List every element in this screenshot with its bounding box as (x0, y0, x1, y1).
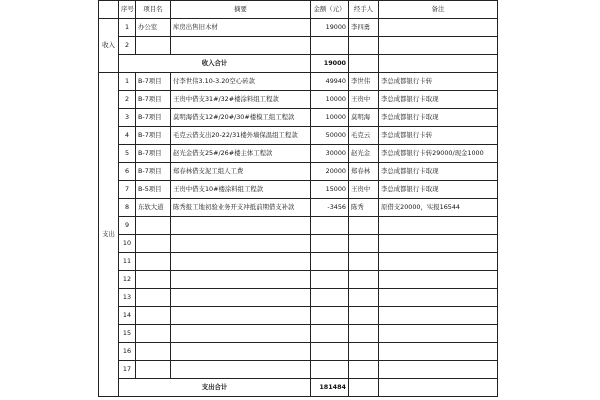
handler-cell (349, 325, 379, 343)
amount-cell (311, 235, 349, 253)
handler-cell: 李世伟 (349, 73, 379, 91)
amount-cell (311, 37, 349, 55)
expense-section-label: 支出 (99, 73, 119, 397)
handler-cell: 赵光金 (349, 145, 379, 163)
handler-cell (349, 307, 379, 325)
income-row (99, 19, 498, 37)
expense-row (99, 109, 498, 127)
amount-cell (311, 325, 349, 343)
remark-cell: 李总成都银行卡转 (379, 127, 498, 145)
project-cell: 东软大道 (136, 199, 171, 217)
summary-cell: 莫明海借支12#/20#/30#楼模工组工程款 (171, 109, 311, 127)
handler-cell: 郑春林 (349, 163, 379, 181)
remark-cell (379, 289, 498, 307)
summary-cell: 王贵中借支31#/32#楼涂料组工程款 (171, 91, 311, 109)
expense-total-amount: 181484 (311, 379, 349, 397)
empty-cell (379, 379, 498, 397)
summary-cell: 陈秀报工地初验业务开支冲抵前期借支补款 (171, 199, 311, 217)
header-project: 项目名 (136, 1, 171, 19)
row-number: 2 (119, 91, 136, 109)
remark-cell (379, 343, 498, 361)
handler-cell: 莫明海 (349, 109, 379, 127)
expense-row (99, 325, 498, 343)
handler-cell: 王贵中 (349, 181, 379, 199)
handler-cell: 王贵中 (349, 91, 379, 109)
remark-cell: 李总成都银行卡取现 (379, 109, 498, 127)
project-cell: B-5项目 (136, 181, 171, 199)
project-cell (136, 253, 171, 271)
handler-cell: 陈秀 (349, 199, 379, 217)
row-number: 4 (119, 127, 136, 145)
row-number: 10 (119, 235, 136, 253)
amount-cell: 19000 (311, 19, 349, 37)
summary-cell (171, 217, 311, 235)
project-cell (136, 343, 171, 361)
handler-cell (349, 361, 379, 379)
handler-cell: 李四勇 (349, 19, 379, 37)
income-row (99, 37, 498, 55)
remark-cell (379, 235, 498, 253)
header-summary: 摘要 (171, 1, 311, 19)
amount-cell (311, 343, 349, 361)
expense-total-label: 支出合计 (119, 379, 311, 397)
income-total-label: 收入合计 (119, 55, 311, 73)
project-cell (136, 235, 171, 253)
handler-cell: 毛克云 (349, 127, 379, 145)
ledger-table (98, 0, 498, 397)
handler-cell (349, 217, 379, 235)
expense-row (99, 307, 498, 325)
row-number: 3 (119, 109, 136, 127)
row-number: 7 (119, 181, 136, 199)
row-number: 5 (119, 145, 136, 163)
remark-cell (379, 325, 498, 343)
expense-row (99, 145, 498, 163)
handler-cell (349, 343, 379, 361)
amount-cell: 30000 (311, 145, 349, 163)
row-number: 9 (119, 217, 136, 235)
amount-cell (311, 217, 349, 235)
row-number: 13 (119, 289, 136, 307)
expense-row (99, 253, 498, 271)
expense-row (99, 271, 498, 289)
handler-cell (349, 235, 379, 253)
remark-cell (379, 19, 498, 37)
summary-cell (171, 361, 311, 379)
amount-cell (311, 361, 349, 379)
amount-cell: 10000 (311, 109, 349, 127)
handler-cell (349, 37, 379, 55)
summary-cell (171, 235, 311, 253)
empty-cell (379, 55, 498, 73)
project-cell: B-7项目 (136, 163, 171, 181)
income-total-amount: 19000 (311, 55, 349, 73)
handler-cell (349, 271, 379, 289)
handler-cell (349, 289, 379, 307)
header-section (99, 1, 119, 19)
row-number: 11 (119, 253, 136, 271)
project-cell (136, 307, 171, 325)
row-number: 15 (119, 325, 136, 343)
row-number: 6 (119, 163, 136, 181)
summary-cell: 库房出售旧木材 (171, 19, 311, 37)
amount-cell: 50000 (311, 127, 349, 145)
remark-cell: 李总成都银行卡转29000/现金1000 (379, 145, 498, 163)
amount-cell: 49940 (311, 73, 349, 91)
remark-cell (379, 271, 498, 289)
expense-row (99, 361, 498, 379)
remark-cell (379, 361, 498, 379)
amount-cell (311, 289, 349, 307)
expense-row (99, 163, 498, 181)
row-number: 14 (119, 307, 136, 325)
remark-cell: 李总成都银行卡取现 (379, 163, 498, 181)
summary-cell: 郑春林借支泥工组人工费 (171, 163, 311, 181)
expense-row (99, 289, 498, 307)
row-number: 1 (119, 19, 136, 37)
row-number: 1 (119, 73, 136, 91)
header-row (99, 1, 498, 19)
summary-cell: 王贵中借支10#楼涂料组工程款 (171, 181, 311, 199)
project-cell (136, 37, 171, 55)
project-cell (136, 361, 171, 379)
remark-cell (379, 37, 498, 55)
project-cell (136, 325, 171, 343)
header-amount: 金额（元） (311, 1, 349, 19)
empty-cell (349, 55, 379, 73)
header-remark: 备注 (379, 1, 498, 19)
project-cell: B-7项目 (136, 73, 171, 91)
income-section-label: 收入 (99, 19, 119, 73)
expense-row (99, 343, 498, 361)
summary-cell (171, 307, 311, 325)
amount-cell: -3456 (311, 199, 349, 217)
summary-cell (171, 253, 311, 271)
expense-row (99, 235, 498, 253)
project-cell: B-7项目 (136, 127, 171, 145)
remark-cell (379, 307, 498, 325)
project-cell: 办公室 (136, 19, 171, 37)
summary-cell: 毛克云借支出20-22/31楼外墙保温组工程款 (171, 127, 311, 145)
project-cell: B-7项目 (136, 109, 171, 127)
summary-cell (171, 325, 311, 343)
project-cell (136, 289, 171, 307)
project-cell: B-7项目 (136, 145, 171, 163)
summary-cell: 赵光金借支25#/26#楼主体工程款 (171, 145, 311, 163)
remark-cell: 原借支20000，实报16544 (379, 199, 498, 217)
summary-cell (171, 37, 311, 55)
remark-cell: 李总成都银行卡取现 (379, 181, 498, 199)
expense-row (99, 181, 498, 199)
amount-cell: 20000 (311, 163, 349, 181)
expense-row (99, 127, 498, 145)
project-cell (136, 271, 171, 289)
income-total-row (99, 55, 498, 73)
summary-cell (171, 289, 311, 307)
handler-cell (349, 253, 379, 271)
amount-cell (311, 307, 349, 325)
expense-row (99, 217, 498, 235)
header-no: 序号 (119, 1, 136, 19)
expense-row (99, 73, 498, 91)
remark-cell: 李总成都银行卡转 (379, 73, 498, 91)
row-number: 16 (119, 343, 136, 361)
remark-cell (379, 253, 498, 271)
summary-cell (171, 343, 311, 361)
row-number: 8 (119, 199, 136, 217)
summary-cell (171, 271, 311, 289)
expense-total-row (99, 379, 498, 397)
row-number: 2 (119, 37, 136, 55)
amount-cell: 15000 (311, 181, 349, 199)
expense-row (99, 199, 498, 217)
ledger-body (99, 19, 498, 397)
amount-cell (311, 271, 349, 289)
expense-row (99, 91, 498, 109)
project-cell (136, 217, 171, 235)
header-handler: 经手人 (349, 1, 379, 19)
row-number: 17 (119, 361, 136, 379)
amount-cell: 10000 (311, 91, 349, 109)
remark-cell: 李总成都银行卡取现 (379, 91, 498, 109)
amount-cell (311, 253, 349, 271)
remark-cell (379, 217, 498, 235)
empty-cell (349, 379, 379, 397)
project-cell: B-7项目 (136, 91, 171, 109)
row-number: 12 (119, 271, 136, 289)
summary-cell: 付李世伟3.10-3.20空心砖款 (171, 73, 311, 91)
